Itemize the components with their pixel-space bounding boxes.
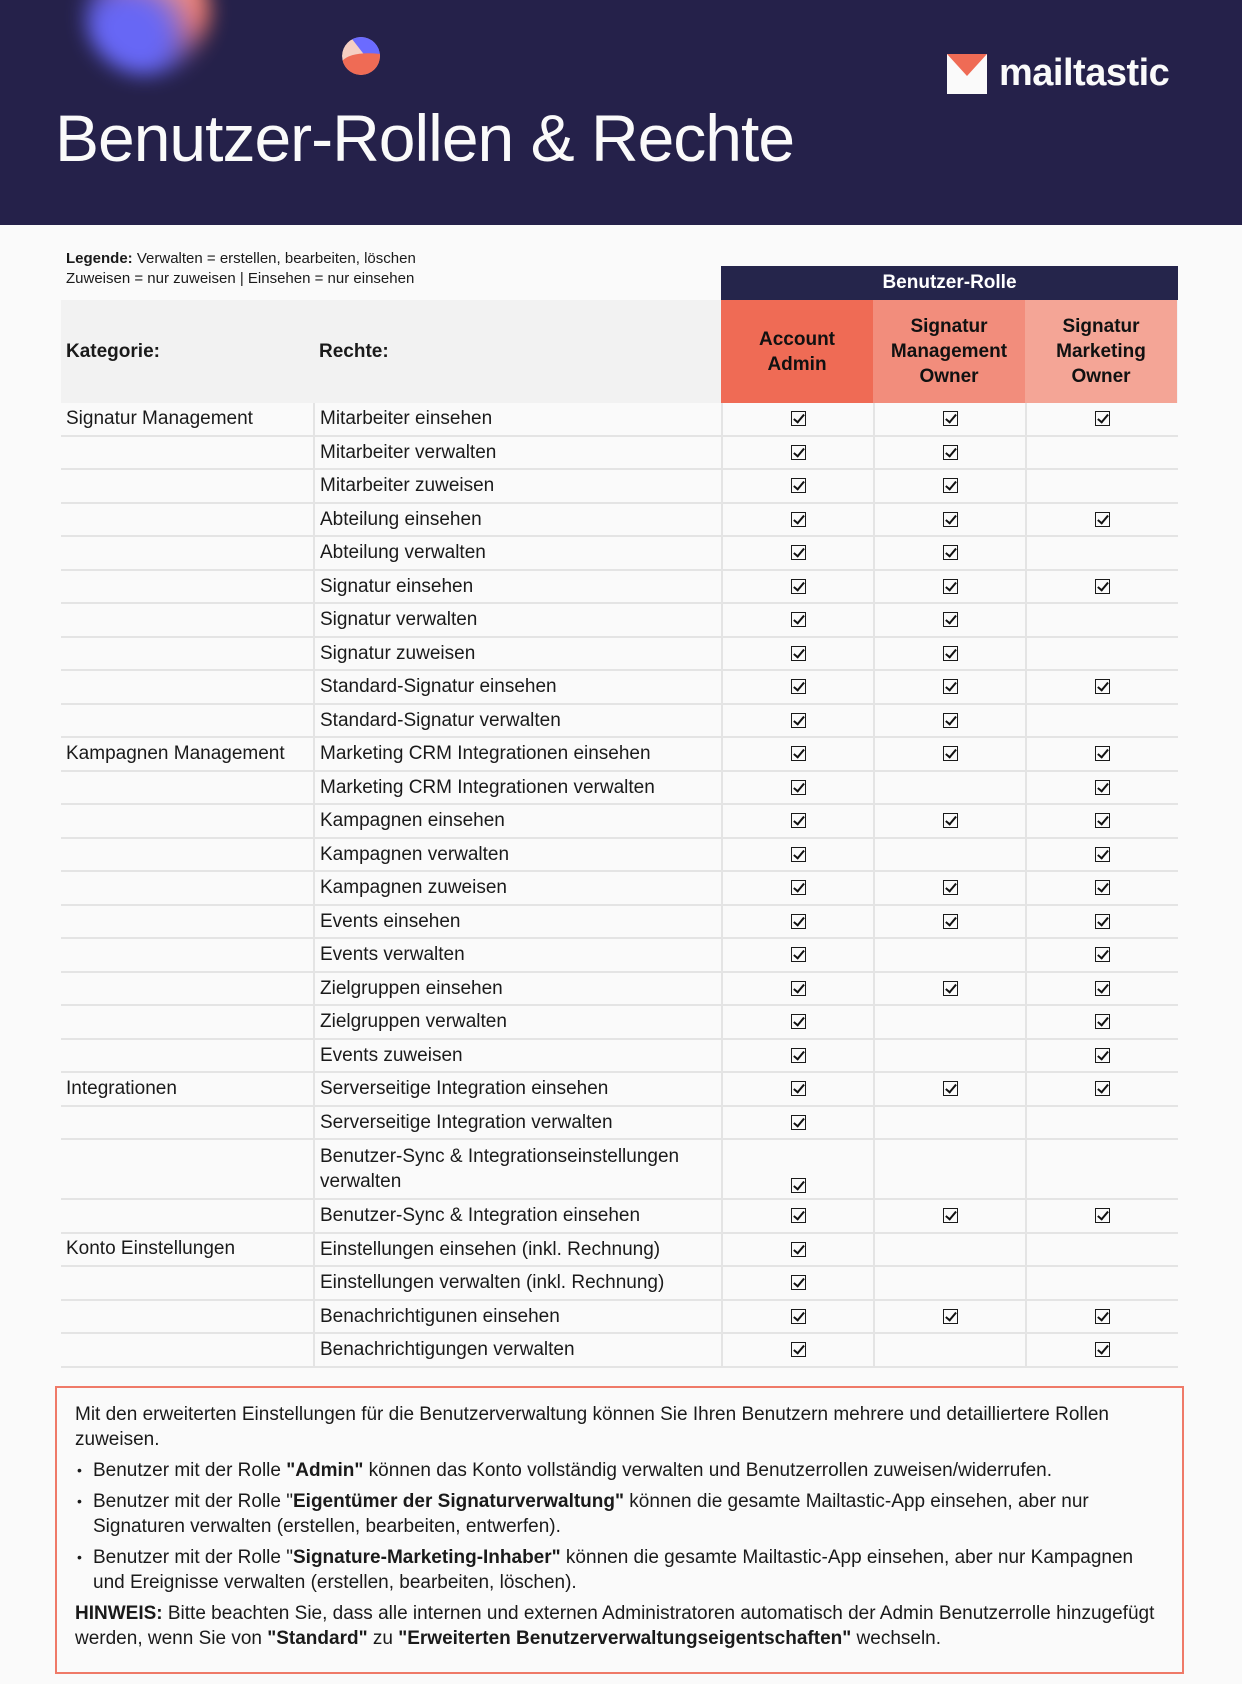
right-cell: Einstellungen einsehen (inkl. Rechnung) xyxy=(313,1234,721,1266)
checkbox-checked-icon xyxy=(943,1208,958,1223)
category-cell xyxy=(61,537,313,569)
role-permission-cell xyxy=(873,1107,1025,1139)
checkbox-checked-icon xyxy=(791,1242,806,1257)
category-cell xyxy=(61,638,313,670)
table-row xyxy=(61,805,1178,839)
checkbox-checked-icon xyxy=(1095,847,1110,862)
role-permission-cell xyxy=(1025,1267,1177,1299)
role-permission-cell xyxy=(873,906,1025,938)
role-permission-cell xyxy=(721,772,873,804)
right-cell: Signatur zuweisen xyxy=(313,638,721,670)
checkbox-checked-icon xyxy=(1095,880,1110,895)
checkbox-checked-icon xyxy=(943,880,958,895)
checkbox-checked-icon xyxy=(791,612,806,627)
checkbox-checked-icon xyxy=(943,813,958,828)
table-row xyxy=(61,1267,1178,1301)
right-cell: Benachrichtigunen einsehen xyxy=(313,1301,721,1333)
table-row xyxy=(61,1301,1178,1335)
checkbox-checked-icon xyxy=(943,612,958,627)
checkbox-checked-icon xyxy=(943,679,958,694)
role-permission-cell xyxy=(721,1140,873,1198)
checkbox-checked-icon xyxy=(791,1115,806,1130)
category-cell xyxy=(61,1200,313,1232)
role-permission-cell xyxy=(1025,638,1177,670)
category-cell xyxy=(61,805,313,837)
role-permission-cell xyxy=(721,973,873,1005)
role-permission-cell xyxy=(873,671,1025,703)
role-permission-cell xyxy=(1025,1200,1177,1232)
role-permission-cell xyxy=(1025,571,1177,603)
table-row xyxy=(61,705,1178,739)
checkbox-checked-icon xyxy=(791,746,806,761)
checkbox-checked-icon xyxy=(943,512,958,527)
table-row xyxy=(61,638,1178,672)
role-permission-cell xyxy=(873,705,1025,737)
role-permission-cell xyxy=(1025,537,1177,569)
bullet-role: "Admin" xyxy=(286,1460,364,1481)
checkbox-checked-icon xyxy=(1095,947,1110,962)
role-permission-cell xyxy=(1025,1073,1177,1105)
role-permission-cell xyxy=(873,1073,1025,1105)
role-permission-cell xyxy=(873,403,1025,435)
column-header-rights: Rechte: xyxy=(319,340,389,362)
table-row xyxy=(61,437,1178,471)
right-cell: Abteilung verwalten xyxy=(313,537,721,569)
right-cell: Standard-Signatur einsehen xyxy=(313,671,721,703)
right-cell: Benutzer-Sync & Integrationseinstellungen verwalten xyxy=(313,1140,721,1198)
role-permission-cell xyxy=(721,906,873,938)
role-permission-cell xyxy=(721,805,873,837)
right-cell: Marketing CRM Integrationen einsehen xyxy=(313,738,721,770)
note-bullet-marketing-owner xyxy=(75,1545,1164,1595)
role-permission-cell xyxy=(721,504,873,536)
role-permission-cell xyxy=(873,537,1025,569)
role-permission-cell xyxy=(1025,705,1177,737)
role-permission-cell xyxy=(1025,906,1177,938)
table-row xyxy=(61,1006,1178,1040)
checkbox-checked-icon xyxy=(943,445,958,460)
right-cell: Abteilung einsehen xyxy=(313,504,721,536)
checkbox-checked-icon xyxy=(943,713,958,728)
checkbox-checked-icon xyxy=(791,478,806,493)
category-cell: Kampagnen Management xyxy=(66,742,285,764)
checkbox-checked-icon xyxy=(791,1081,806,1096)
checkbox-checked-icon xyxy=(1095,914,1110,929)
role-permission-cell xyxy=(873,1006,1025,1038)
role-group-header: Benutzer-Rolle xyxy=(721,266,1178,300)
note-hint xyxy=(75,1601,1164,1651)
table-row xyxy=(61,1107,1178,1141)
table-row xyxy=(61,1234,1178,1268)
checkbox-checked-icon xyxy=(791,981,806,996)
checkbox-checked-icon xyxy=(791,1014,806,1029)
checkbox-checked-icon xyxy=(943,981,958,996)
role-permission-cell xyxy=(873,939,1025,971)
page-title: Benutzer-Rollen & Rechte xyxy=(55,101,795,175)
role-permission-cell xyxy=(1025,437,1177,469)
role-permission-cell xyxy=(873,805,1025,837)
table-row xyxy=(61,604,1178,638)
right-cell: Events einsehen xyxy=(313,906,721,938)
table-row xyxy=(61,939,1178,973)
info-note-box xyxy=(55,1386,1184,1674)
role-permission-cell xyxy=(873,1334,1025,1366)
category-cell xyxy=(61,1301,313,1333)
right-cell: Kampagnen zuweisen xyxy=(313,872,721,904)
table-row xyxy=(61,403,1178,437)
brand-logo xyxy=(947,52,1169,95)
role-permission-cell xyxy=(873,1234,1025,1266)
table-row xyxy=(61,738,1178,772)
bullet-text: können die gesamte Mailtastic-App einsehen, aber nur Kampagnen und Ereignisse verwalten (erstellen, bearbeiten, löschen). xyxy=(93,1547,1134,1593)
role-permission-cell xyxy=(873,1200,1025,1232)
hint-label: HINWEIS: xyxy=(75,1603,163,1624)
category-cell xyxy=(61,671,313,703)
logo-wordmark: mailtastic xyxy=(999,52,1170,94)
role-permission-cell xyxy=(721,872,873,904)
hint-text: Bitte beachten Sie, dass alle internen und externen Administratoren automatisch der Admin Benutzerrolle hinzugefügt werden, wenn Sie von xyxy=(75,1603,1155,1649)
role-permission-cell xyxy=(721,1107,873,1139)
bullet-text: Benutzer mit der Rolle " xyxy=(93,1491,293,1512)
role-permission-cell xyxy=(721,571,873,603)
right-cell: Mitarbeiter einsehen xyxy=(313,403,721,435)
category-cell xyxy=(61,1040,313,1072)
checkbox-checked-icon xyxy=(791,445,806,460)
right-cell: Events verwalten xyxy=(313,939,721,971)
role-permission-cell xyxy=(873,638,1025,670)
role-permission-cell xyxy=(721,939,873,971)
category-cell xyxy=(61,604,313,636)
checkbox-checked-icon xyxy=(791,1309,806,1324)
category-cell xyxy=(61,1107,313,1139)
checkbox-checked-icon xyxy=(1095,1014,1110,1029)
role-permission-cell xyxy=(721,1301,873,1333)
note-intro: Mit den erweiterten Einstellungen für die Benutzerverwaltung können Sie Ihren Benutzern mehrere und detailliertere Rollen zuweisen. xyxy=(75,1404,1109,1450)
role-permission-cell xyxy=(1025,1040,1177,1072)
right-cell: Kampagnen verwalten xyxy=(313,839,721,871)
role-permission-cell xyxy=(873,839,1025,871)
hint-bold: "Erweiterten Benutzerverwaltungseigentschaften" xyxy=(398,1628,852,1649)
category-cell xyxy=(61,872,313,904)
role-permission-cell xyxy=(873,1267,1025,1299)
legend-line-2: Zuweisen = nur zuweisen | Einsehen = nur einsehen xyxy=(66,270,415,287)
checkbox-checked-icon xyxy=(791,545,806,560)
role-permission-cell xyxy=(1025,1301,1177,1333)
role-permission-cell xyxy=(1025,1140,1177,1198)
right-cell: Mitarbeiter verwalten xyxy=(313,437,721,469)
category-cell xyxy=(61,939,313,971)
bullet-text: können die gesamte Mailtastic-App einsehen, aber nur Signaturen verwalten (erstellen, bearbeiten, entwerfen). xyxy=(93,1491,1089,1537)
role-permission-cell xyxy=(1025,403,1177,435)
role-permission-cell xyxy=(721,1200,873,1232)
checkbox-checked-icon xyxy=(1095,579,1110,594)
checkbox-checked-icon xyxy=(791,1208,806,1223)
role-permission-cell xyxy=(721,1073,873,1105)
right-cell: Benutzer-Sync & Integration einsehen xyxy=(313,1200,721,1232)
table-row xyxy=(61,1040,1178,1074)
checkbox-checked-icon xyxy=(1095,780,1110,795)
checkbox-checked-icon xyxy=(1095,1342,1110,1357)
role-permission-cell xyxy=(721,839,873,871)
role-permission-cell xyxy=(1025,1234,1177,1266)
checkbox-checked-icon xyxy=(791,1275,806,1290)
checkbox-checked-icon xyxy=(1095,679,1110,694)
checkbox-checked-icon xyxy=(943,914,958,929)
right-cell: Mitarbeiter zuweisen xyxy=(313,470,721,502)
checkbox-checked-icon xyxy=(1095,746,1110,761)
role-permission-cell xyxy=(721,470,873,502)
category-cell xyxy=(61,906,313,938)
checkbox-checked-icon xyxy=(943,545,958,560)
column-header-category: Kategorie: xyxy=(66,340,160,362)
hint-text: wechseln. xyxy=(851,1628,942,1649)
table-row xyxy=(61,906,1178,940)
hint-text: zu xyxy=(367,1628,399,1649)
checkbox-checked-icon xyxy=(791,646,806,661)
note-bullet-admin xyxy=(75,1458,1164,1483)
right-cell: Serverseitige Integration verwalten xyxy=(313,1107,721,1139)
checkbox-checked-icon xyxy=(791,1342,806,1357)
role-permission-cell xyxy=(873,437,1025,469)
role-permission-cell xyxy=(873,1040,1025,1072)
role-permission-cell xyxy=(873,872,1025,904)
column-header-account-admin xyxy=(721,300,873,403)
checkbox-checked-icon xyxy=(1095,1309,1110,1324)
role-label: Account Admin xyxy=(759,328,835,375)
role-permission-cell xyxy=(1025,973,1177,1005)
checkbox-checked-icon xyxy=(791,579,806,594)
checkbox-checked-icon xyxy=(791,914,806,929)
table-row xyxy=(61,772,1178,806)
table-row xyxy=(61,973,1178,1007)
role-permission-cell xyxy=(1025,805,1177,837)
column-header-signatur-management-owner xyxy=(873,300,1025,403)
role-label: Signatur Management Owner xyxy=(890,316,1008,387)
category-cell xyxy=(61,504,313,536)
bullet-text: Benutzer mit der Rolle " xyxy=(93,1547,293,1568)
role-permission-cell xyxy=(1025,939,1177,971)
category-cell xyxy=(61,1140,313,1198)
envelope-logo-icon xyxy=(947,54,987,94)
hint-bold: "Standard" xyxy=(267,1628,368,1649)
bullet-text: können das Konto vollständig verwalten und Benutzerrollen zuweisen/widerrufen. xyxy=(363,1460,1053,1481)
right-cell: Signatur einsehen xyxy=(313,571,721,603)
checkbox-checked-icon xyxy=(943,1309,958,1324)
table-row xyxy=(61,1200,1178,1234)
legend-line-1: Verwalten = erstellen, bearbeiten, löschen xyxy=(132,250,416,267)
category-cell xyxy=(61,973,313,1005)
role-permission-cell xyxy=(721,738,873,770)
role-permission-cell xyxy=(721,1040,873,1072)
checkbox-checked-icon xyxy=(791,847,806,862)
checkbox-checked-icon xyxy=(1095,813,1110,828)
role-permission-cell xyxy=(873,772,1025,804)
checkbox-checked-icon xyxy=(791,679,806,694)
category-cell xyxy=(61,470,313,502)
category-cell xyxy=(61,1267,313,1299)
role-permission-cell xyxy=(1025,504,1177,536)
role-label: Signatur Marketing Owner xyxy=(1056,316,1146,387)
legend xyxy=(66,249,416,289)
decorative-blob xyxy=(85,0,210,75)
legend-label: Legende: xyxy=(66,250,133,267)
category-cell xyxy=(61,1006,313,1038)
checkbox-checked-icon xyxy=(791,780,806,795)
checkbox-checked-icon xyxy=(1095,1208,1110,1223)
table-row xyxy=(61,671,1178,705)
category-cell: Integrationen xyxy=(66,1077,177,1099)
role-permission-cell xyxy=(873,1140,1025,1198)
table-row xyxy=(61,839,1178,873)
right-cell: Einstellungen verwalten (inkl. Rechnung) xyxy=(313,1267,721,1299)
note-bullet-signature-owner xyxy=(75,1489,1164,1539)
checkbox-checked-icon xyxy=(943,1081,958,1096)
right-cell: Benachrichtigungen verwalten xyxy=(313,1334,721,1366)
checkbox-checked-icon xyxy=(1095,512,1110,527)
category-cell xyxy=(61,437,313,469)
checkbox-checked-icon xyxy=(943,746,958,761)
checkbox-checked-icon xyxy=(791,947,806,962)
checkbox-checked-icon xyxy=(943,579,958,594)
table-row xyxy=(61,470,1178,504)
role-permission-cell xyxy=(1025,1334,1177,1366)
permissions-table-body xyxy=(61,403,1178,1368)
category-cell xyxy=(61,772,313,804)
checkbox-checked-icon xyxy=(791,713,806,728)
category-cell xyxy=(61,839,313,871)
column-header-signatur-marketing-owner xyxy=(1025,300,1177,403)
role-permission-cell xyxy=(721,671,873,703)
checkbox-checked-icon xyxy=(791,813,806,828)
role-permission-cell xyxy=(873,973,1025,1005)
role-permission-cell xyxy=(1025,772,1177,804)
role-permission-cell xyxy=(1025,872,1177,904)
table-row xyxy=(61,504,1178,538)
category-cell xyxy=(61,571,313,603)
note-bullet-list xyxy=(75,1458,1164,1595)
checkbox-checked-icon xyxy=(791,1048,806,1063)
checkbox-checked-icon xyxy=(1095,981,1110,996)
decorative-ball-icon xyxy=(342,37,380,75)
role-permission-cell xyxy=(721,437,873,469)
role-permission-cell xyxy=(873,504,1025,536)
right-cell: Serverseitige Integration einsehen xyxy=(313,1073,721,1105)
role-permission-cell xyxy=(1025,839,1177,871)
right-cell: Zielgruppen verwalten xyxy=(313,1006,721,1038)
role-permission-cell xyxy=(1025,671,1177,703)
bullet-role: Eigentümer der Signaturverwaltung" xyxy=(293,1491,625,1512)
right-cell: Zielgruppen einsehen xyxy=(313,973,721,1005)
table-row xyxy=(61,1334,1178,1368)
category-cell: Konto Einstellungen xyxy=(66,1238,236,1260)
checkbox-checked-icon xyxy=(791,880,806,895)
role-permission-cell xyxy=(873,1301,1025,1333)
role-permission-cell xyxy=(873,571,1025,603)
role-permission-cell xyxy=(873,604,1025,636)
table-row xyxy=(61,1073,1178,1107)
table-row xyxy=(61,571,1178,605)
checkbox-checked-icon xyxy=(791,512,806,527)
role-permission-cell xyxy=(721,537,873,569)
table-row xyxy=(61,537,1178,571)
right-cell: Events zuweisen xyxy=(313,1040,721,1072)
role-permission-cell xyxy=(721,604,873,636)
role-permission-cell xyxy=(1025,738,1177,770)
checkbox-checked-icon xyxy=(943,646,958,661)
category-cell xyxy=(61,1334,313,1366)
header-banner xyxy=(0,0,1242,225)
checkbox-checked-icon xyxy=(943,411,958,426)
role-permission-cell xyxy=(873,738,1025,770)
table-row xyxy=(61,1140,1178,1200)
bullet-role: Signature-Marketing-Inhaber" xyxy=(293,1547,561,1568)
checkbox-checked-icon xyxy=(1095,411,1110,426)
bullet-text: Benutzer mit der Rolle xyxy=(93,1460,287,1481)
role-permission-cell xyxy=(721,638,873,670)
right-cell: Kampagnen einsehen xyxy=(313,805,721,837)
role-permission-cell xyxy=(721,403,873,435)
right-cell: Standard-Signatur verwalten xyxy=(313,705,721,737)
table-header xyxy=(61,300,1178,403)
checkbox-checked-icon xyxy=(1095,1081,1110,1096)
category-cell: Signatur Management xyxy=(66,407,253,429)
role-permission-cell xyxy=(721,1234,873,1266)
checkbox-checked-icon xyxy=(791,411,806,426)
role-permission-cell xyxy=(873,470,1025,502)
right-cell: Marketing CRM Integrationen verwalten xyxy=(313,772,721,804)
role-permission-cell xyxy=(721,1334,873,1366)
role-permission-cell xyxy=(1025,1107,1177,1139)
role-permission-cell xyxy=(721,705,873,737)
role-permission-cell xyxy=(1025,604,1177,636)
checkbox-checked-icon xyxy=(791,1178,806,1193)
table-row xyxy=(61,872,1178,906)
right-cell: Signatur verwalten xyxy=(313,604,721,636)
checkbox-checked-icon xyxy=(1095,1048,1110,1063)
checkbox-checked-icon xyxy=(943,478,958,493)
category-cell xyxy=(61,705,313,737)
role-permission-cell xyxy=(1025,470,1177,502)
role-permission-cell xyxy=(1025,1006,1177,1038)
role-permission-cell xyxy=(721,1006,873,1038)
role-permission-cell xyxy=(721,1267,873,1299)
